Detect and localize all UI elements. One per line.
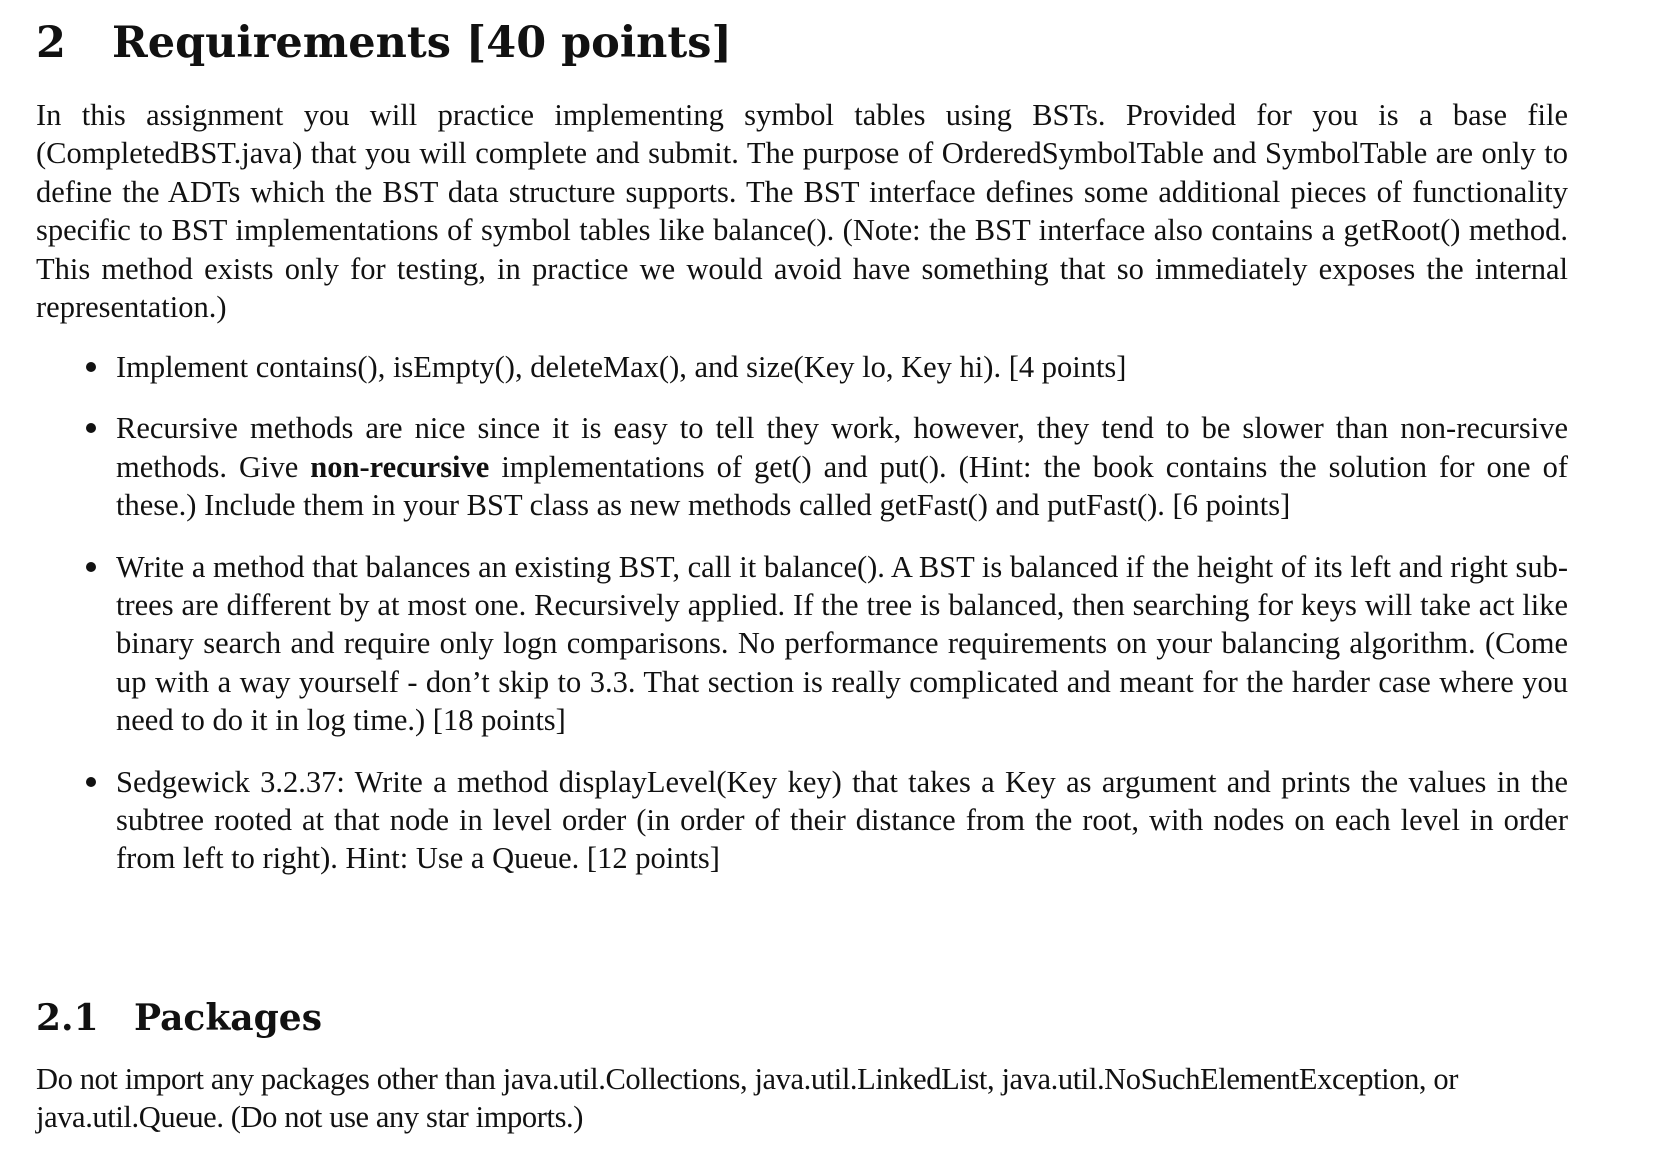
emphasis-text: non-recursive [310, 449, 490, 484]
section-title: Requirements [40 points] [112, 18, 732, 68]
list-item [36, 548, 1568, 740]
section-number: 2 [36, 18, 66, 68]
bullet-icon [86, 562, 96, 572]
intro-paragraph: In this assignment you will practice implementing symbol tables using BSTs. Provided for you is a base file (CompletedBST.java) that you will complete and submit. The purpose of OrderedSymbolTable and SymbolTable are only to define the ADTs which the BST data structure supports. The BST interface defines some additional pieces of functionality specific to BST implementations of symbol tables like balance(). (Note: the BST interface also contains a getRoot() method. This method exists only for testing, in practice we would avoid have something that so immediately exposes the internal representation.) [36, 98, 1568, 325]
list-item [36, 409, 1568, 524]
bullet-icon [86, 362, 96, 372]
bullet-icon [86, 777, 96, 787]
list-item [36, 763, 1568, 878]
list-item [36, 348, 1568, 386]
list-item-text-part: implementations of get() and put(). (Hint: the book contains the solution for one of these.) Include them in your BST class as new methods called getFast() and putFast(). [6 points] [116, 449, 1568, 523]
requirements-list [36, 348, 1568, 901]
packages-paragraph: Do not import any packages other than java.util.Collections, java.util.LinkedList, java.util.NoSuchElementException, or java.util.Queue. (Do not use any star imports.) [36, 1062, 1458, 1135]
list-item-text: Write a method that balances an existing BST, call it balance(). A BST is balanced if the height of its left and right sub-trees are different by at most one. Recursively applied. If the tree is balanced, then searching for keys will take act like binary search and require only logn comparisons. No performance requirements on your balancing algorithm. (Come up with a way yourself - don’t skip to 3.3. That section is really complicated and meant for the harder case where you need to do it in log time.) [18 points] [116, 549, 1568, 738]
subsection-number: 2.1 [36, 997, 99, 1039]
list-item-text [116, 409, 1568, 524]
subsection-heading [36, 994, 322, 1042]
list-item-text-part: Recursive methods are nice since it is easy to tell they work, however, they tend to be slower than non-recursive methods. Give [116, 411, 1568, 484]
subsection-title: Packages [134, 997, 322, 1039]
bullet-icon [86, 423, 96, 433]
list-item-text: Implement contains(), isEmpty(), deleteMax(), and size(Key lo, Key hi). [4 points] [116, 350, 1127, 384]
list-item-text: Sedgewick 3.2.37: Write a method displayLevel(Key key) that takes a Key as argument and prints the values in the subtree rooted at that node in level order (in order of their distance from the root, with nodes on each level in order from left to right). Hint: Use a Queue. [12 points] [116, 764, 1568, 876]
section-heading [36, 14, 732, 72]
